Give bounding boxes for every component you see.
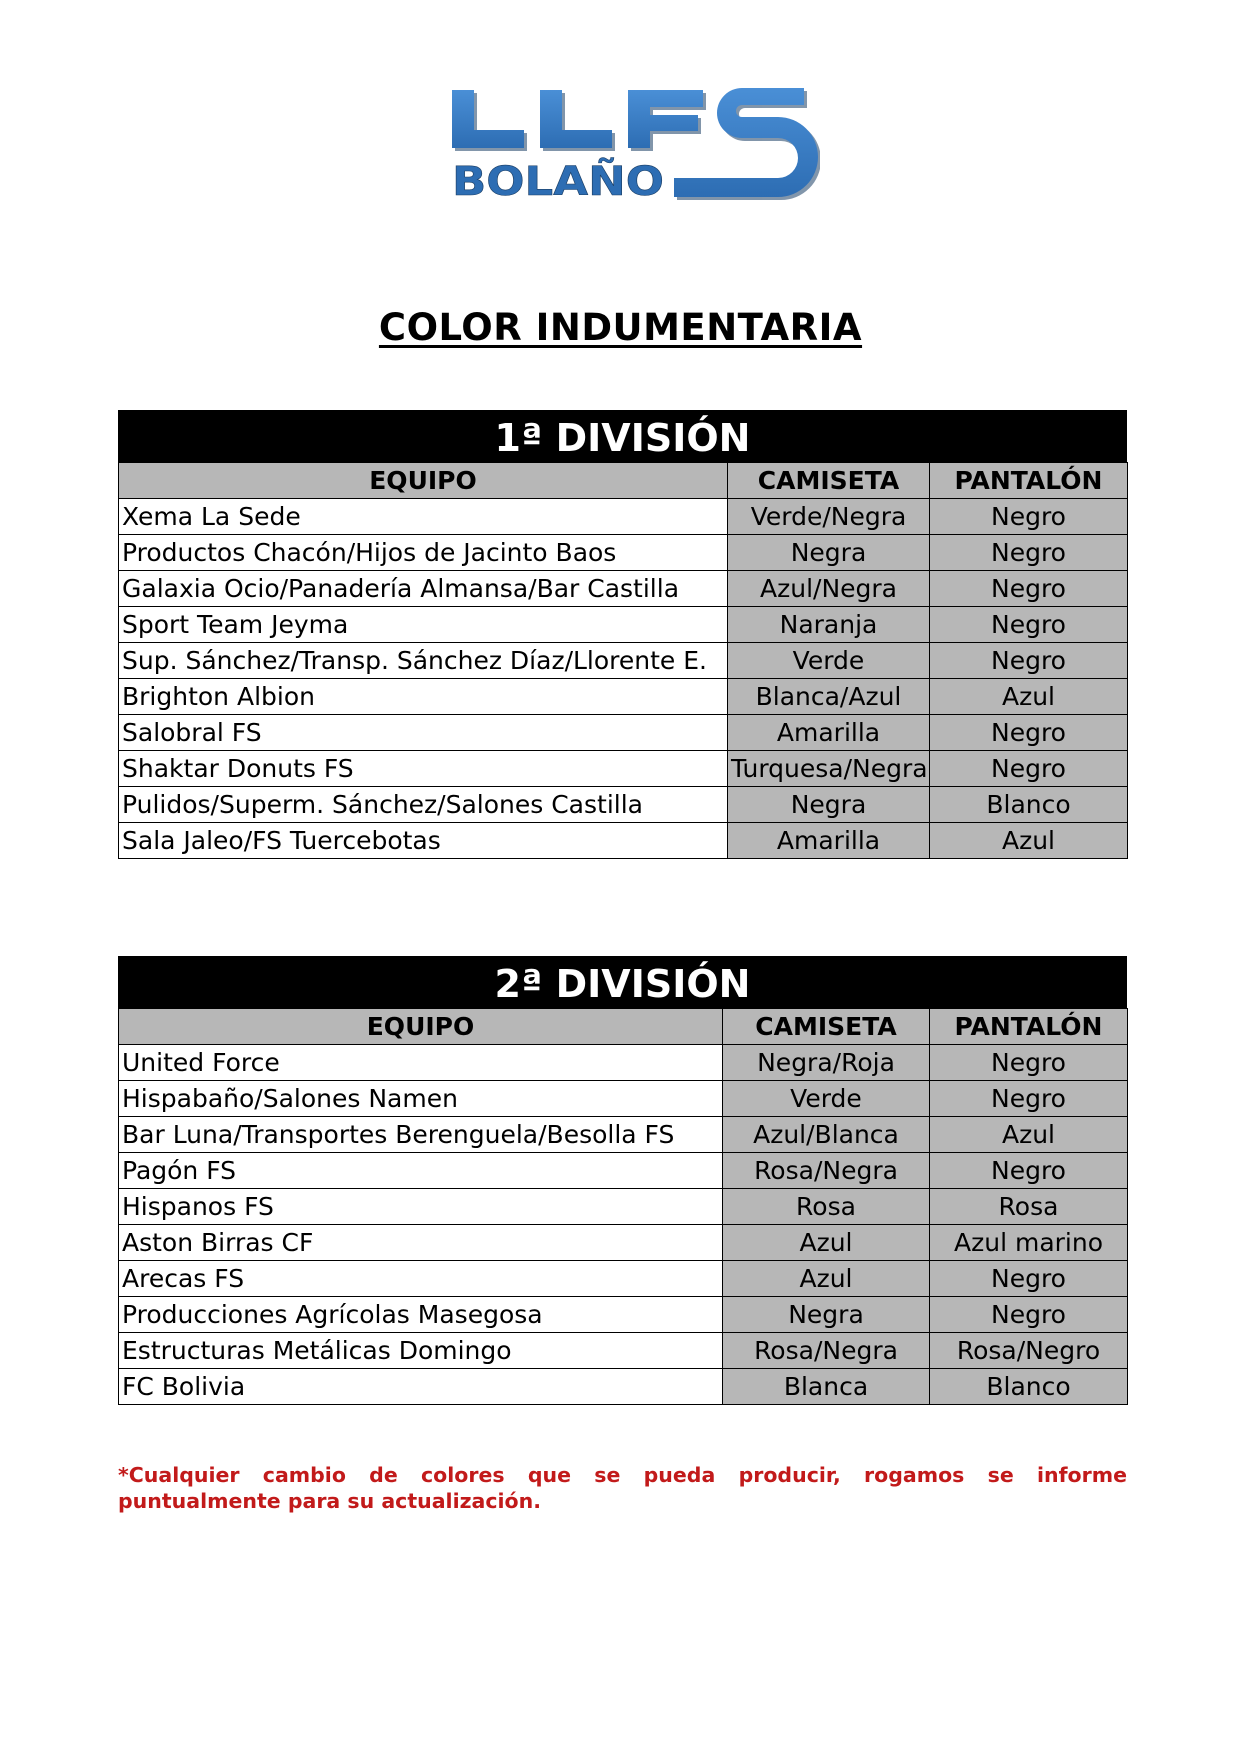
logo-bottom-text: BOLAÑO xyxy=(452,159,641,205)
shorts-color: Azul marino xyxy=(930,1225,1128,1261)
table-row xyxy=(119,535,1128,571)
column-header-shorts: PANTALÓN xyxy=(930,1009,1128,1045)
shirt-color: Azul/Negra xyxy=(728,571,930,607)
shirt-color: Negra xyxy=(728,787,930,823)
shirt-color: Blanca/Azul xyxy=(728,679,930,715)
team-name: Sala Jaleo/FS Tuercebotas xyxy=(119,823,728,859)
column-header-shirt: CAMISETA xyxy=(723,1009,930,1045)
table-row xyxy=(119,1045,1128,1081)
division-heading: 1ª DIVISIÓN xyxy=(118,410,1127,462)
team-colors-table xyxy=(118,1008,1128,1405)
shirt-color: Negra/Roja xyxy=(723,1045,930,1081)
table-row xyxy=(119,715,1128,751)
shirt-color: Negra xyxy=(728,535,930,571)
team-name: Producciones Agrícolas Masegosa xyxy=(119,1297,723,1333)
page-title: COLOR INDUMENTARIA xyxy=(378,306,863,349)
logo-letter-f xyxy=(628,90,703,148)
table-row xyxy=(119,1189,1128,1225)
table-row xyxy=(119,1117,1128,1153)
team-name: Pagón FS xyxy=(119,1153,723,1189)
shirt-color: Naranja xyxy=(728,607,930,643)
shirt-color: Azul xyxy=(723,1261,930,1297)
table-row xyxy=(119,499,1128,535)
logo-letter-l2 xyxy=(540,90,612,148)
table-row xyxy=(119,607,1128,643)
team-name: Xema La Sede xyxy=(119,499,728,535)
shorts-color: Rosa/Negro xyxy=(930,1333,1128,1369)
team-colors-table xyxy=(118,462,1128,859)
team-name: Brighton Albion xyxy=(119,679,728,715)
team-name: Estructuras Metálicas Domingo xyxy=(119,1333,723,1369)
table-row xyxy=(119,1081,1128,1117)
shorts-color: Negro xyxy=(930,1153,1128,1189)
table-row xyxy=(119,1225,1128,1261)
shirt-color: Verde xyxy=(728,643,930,679)
shirt-color: Turquesa/Negra xyxy=(728,751,930,787)
shorts-color: Azul xyxy=(930,679,1128,715)
update-notice: *Cualquier cambio de colores que se pueda producir, rogamos se informe puntualmente para su actualización. xyxy=(118,1463,1127,1513)
shirt-color: Rosa xyxy=(723,1189,930,1225)
shorts-color: Negro xyxy=(930,535,1128,571)
table-row xyxy=(119,679,1128,715)
shorts-color: Negro xyxy=(930,751,1128,787)
table-row xyxy=(119,1297,1128,1333)
table-header-row xyxy=(119,463,1128,499)
table-row xyxy=(119,1369,1128,1405)
table-row xyxy=(119,1261,1128,1297)
column-header-shorts: PANTALÓN xyxy=(930,463,1128,499)
shirt-color: Negra xyxy=(723,1297,930,1333)
shorts-color: Blanco xyxy=(930,787,1128,823)
shirt-color: Azul/Blanca xyxy=(723,1117,930,1153)
shorts-color: Negro xyxy=(930,643,1128,679)
table-header-row xyxy=(119,1009,1128,1045)
division-heading: 2ª DIVISIÓN xyxy=(118,956,1127,1008)
team-name: Shaktar Donuts FS xyxy=(119,751,728,787)
shirt-color: Amarilla xyxy=(728,823,930,859)
table-row xyxy=(119,1153,1128,1189)
division-1-table xyxy=(118,410,1127,859)
column-header-team: EQUIPO xyxy=(119,463,728,499)
shorts-color: Azul xyxy=(930,1117,1128,1153)
shirt-color: Rosa/Negra xyxy=(723,1333,930,1369)
table-row xyxy=(119,823,1128,859)
team-name: Bar Luna/Transportes Berenguela/Besolla FS xyxy=(119,1117,723,1153)
shorts-color: Negro xyxy=(930,1081,1128,1117)
shorts-color: Azul xyxy=(930,823,1128,859)
logo-letter-l1 xyxy=(452,90,524,148)
team-name: FC Bolivia xyxy=(119,1369,723,1405)
team-name: Galaxia Ocio/Panadería Almansa/Bar Castilla xyxy=(119,571,728,607)
shirt-color: Verde xyxy=(723,1081,930,1117)
team-name: Sup. Sánchez/Transp. Sánchez Díaz/Llorente E. xyxy=(119,643,728,679)
shorts-color: Negro xyxy=(930,607,1128,643)
shirt-color: Blanca xyxy=(723,1369,930,1405)
table-row xyxy=(119,643,1128,679)
column-header-team: EQUIPO xyxy=(119,1009,723,1045)
team-name: Productos Chacón/Hijos de Jacinto Baos xyxy=(119,535,728,571)
shorts-color: Negro xyxy=(930,715,1128,751)
shorts-color: Negro xyxy=(930,571,1128,607)
table-row xyxy=(119,751,1128,787)
table-row xyxy=(119,1333,1128,1369)
shorts-color: Negro xyxy=(930,1045,1128,1081)
team-name: Aston Birras CF xyxy=(119,1225,723,1261)
team-name: United Force xyxy=(119,1045,723,1081)
shirt-color: Verde/Negra xyxy=(728,499,930,535)
column-header-shirt: CAMISETA xyxy=(728,463,930,499)
division-2-table xyxy=(118,956,1127,1405)
table-row xyxy=(119,571,1128,607)
shorts-color: Rosa xyxy=(930,1189,1128,1225)
shirt-color: Rosa/Negra xyxy=(723,1153,930,1189)
team-name: Sport Team Jeyma xyxy=(119,607,728,643)
shorts-color: Negro xyxy=(930,1297,1128,1333)
shorts-color: Negro xyxy=(930,499,1128,535)
team-name: Hispanos FS xyxy=(119,1189,723,1225)
table-row xyxy=(119,787,1128,823)
shirt-color: Amarilla xyxy=(728,715,930,751)
team-name: Salobral FS xyxy=(119,715,728,751)
llfs-bolano-logo xyxy=(440,88,820,228)
team-name: Arecas FS xyxy=(119,1261,723,1297)
shirt-color: Azul xyxy=(723,1225,930,1261)
shorts-color: Blanco xyxy=(930,1369,1128,1405)
team-name: Pulidos/Superm. Sánchez/Salones Castilla xyxy=(119,787,728,823)
team-name: Hispabaño/Salones Namen xyxy=(119,1081,723,1117)
shorts-color: Negro xyxy=(930,1261,1128,1297)
